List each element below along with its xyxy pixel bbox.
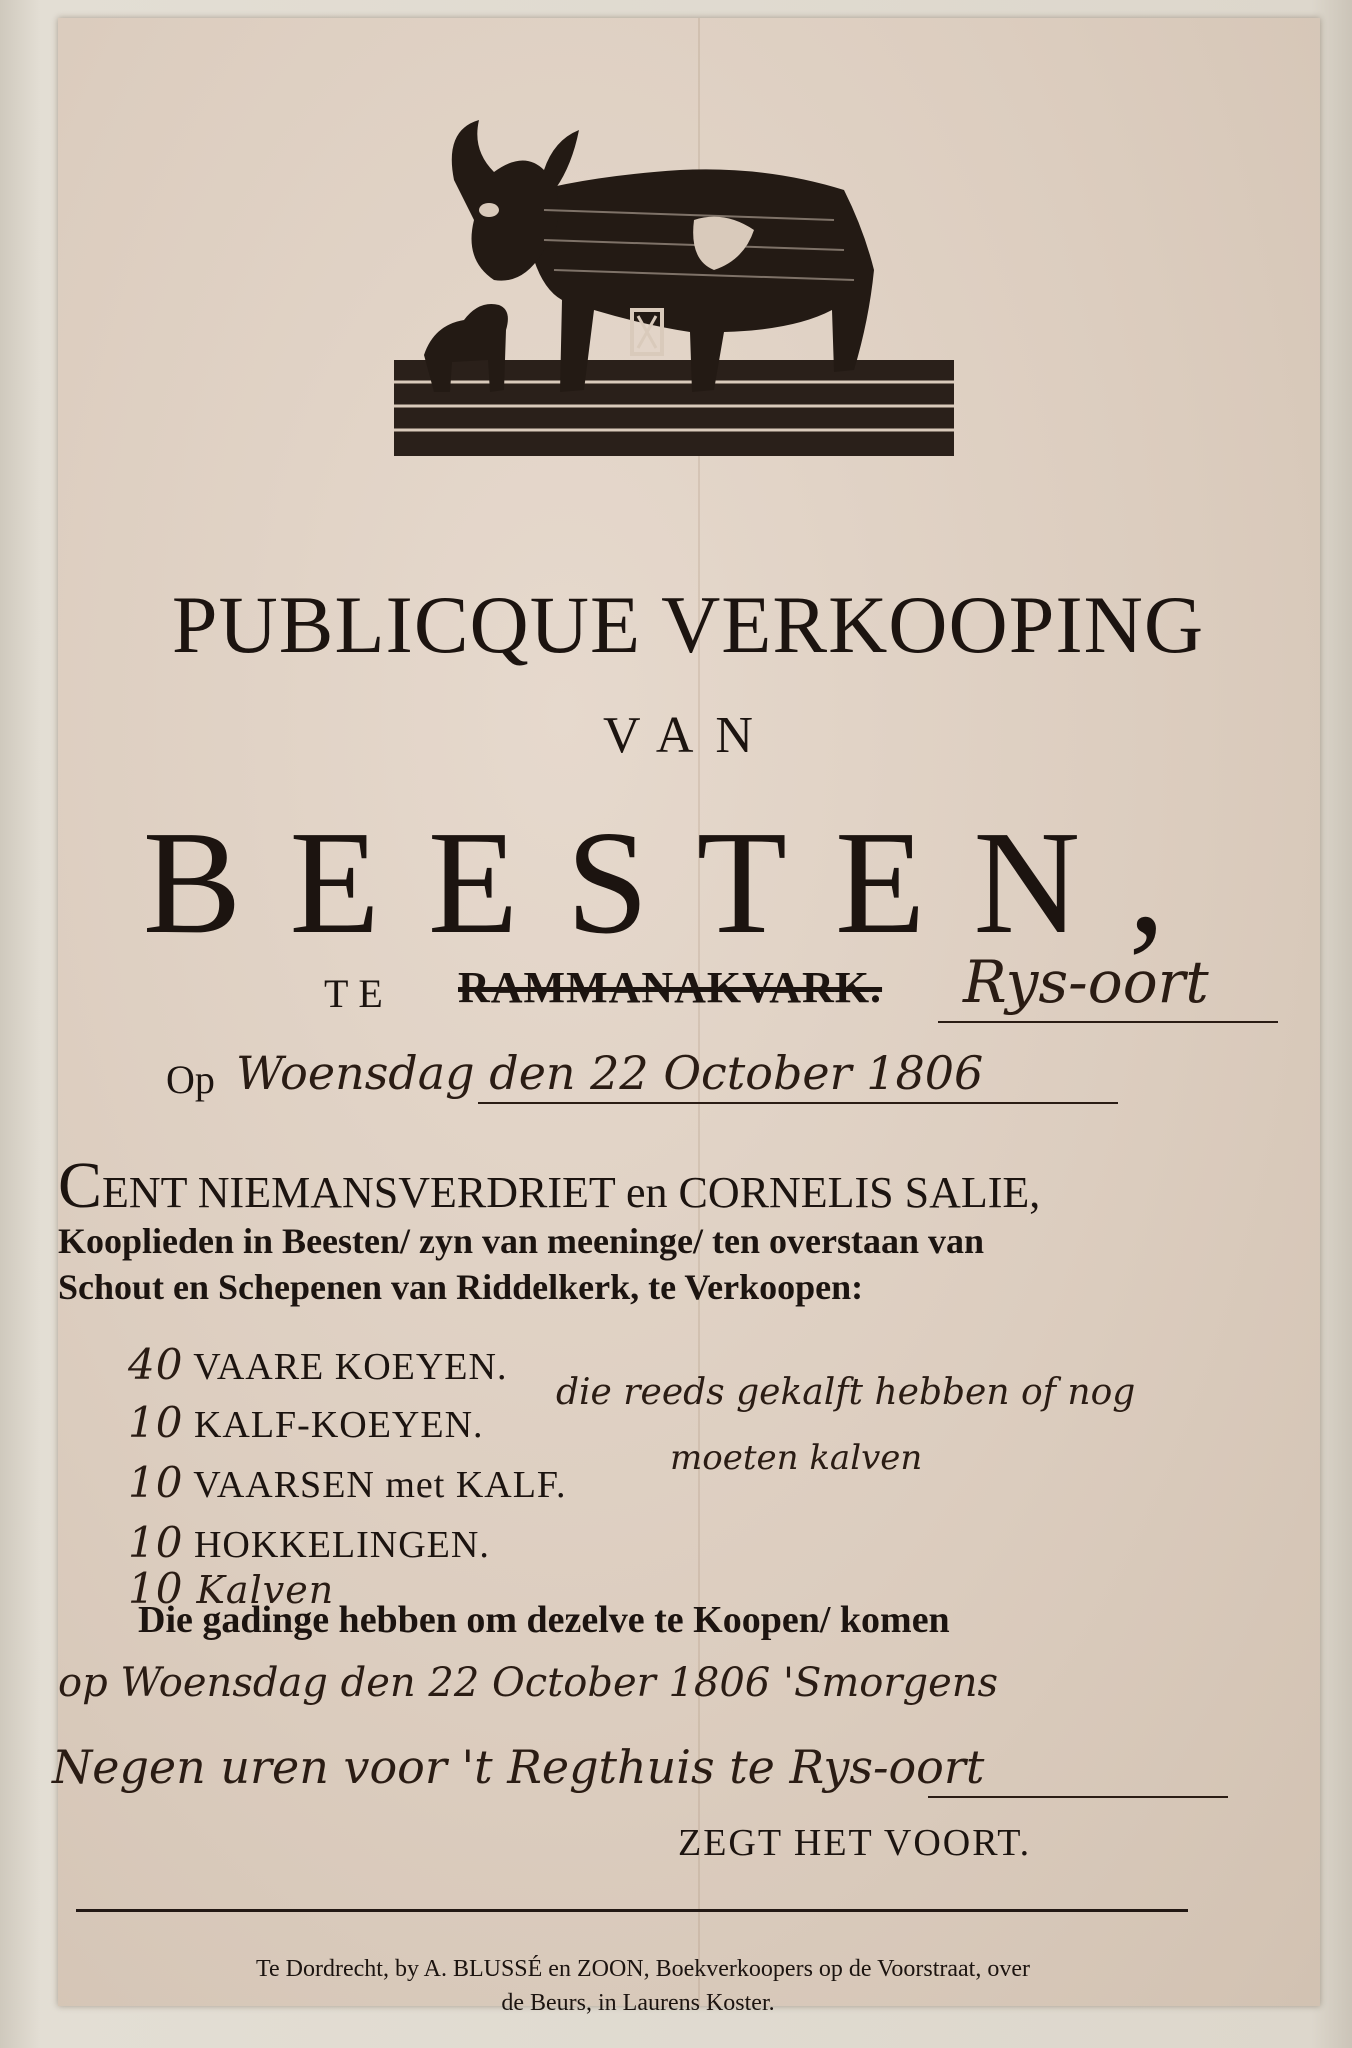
item-qty: 40 <box>128 1340 184 1389</box>
poster-sheet <box>52 18 1320 2016</box>
magistrates-line: Schout en Schepenen van Riddelkerk, te Verkoopen: <box>58 1267 864 1307</box>
cow-woodcut-illustration <box>394 110 954 470</box>
title-van: VAN <box>603 707 775 764</box>
list-item <box>128 1458 567 1507</box>
closing-line: ZEGT HET VOORT. <box>678 1822 1032 1864</box>
date-underline <box>478 1102 1118 1104</box>
item-qty: 10 <box>128 1564 184 1613</box>
sale-location-line: Negen uren voor 't Regthuis te Rys-oort <box>52 1740 985 1794</box>
sale-date-handwritten: Woensdag den 22 October 1806 <box>236 1046 984 1100</box>
printer-imprint: Te Dordrecht, by A. BLUSSÉ en ZOON, Boekverkoopers op de Voorstraat, over <box>256 1956 1030 1982</box>
op-label: Op <box>166 1057 215 1102</box>
item-qty: 10 <box>128 1518 184 1567</box>
place-underline <box>938 1021 1278 1023</box>
item-qty: 10 <box>128 1398 184 1447</box>
location-underline <box>928 1796 1228 1798</box>
item-qty: 10 <box>128 1458 184 1507</box>
kalf-koeyen-note: die reeds gekalft hebben of nog <box>556 1372 1136 1413</box>
sellers-line <box>58 1148 1040 1224</box>
list-item <box>128 1340 507 1389</box>
invitation-line: Die gadinge hebben om dezelve te Koopen/ komen <box>138 1599 950 1641</box>
list-item <box>128 1518 490 1567</box>
sellers-names: ENT NIEMANSVERDRIET en CORNELIS SALIE, <box>102 1168 1041 1217</box>
drop-cap: C <box>58 1149 103 1222</box>
title-beesten: BEESTEN, <box>142 801 1214 965</box>
merchants-line: Kooplieden in Beesten/ zyn van meeninge/ ten overstaan van <box>58 1221 984 1261</box>
kalf-koeyen-note-cont: moeten kalven <box>670 1438 923 1478</box>
item-label: Kalven <box>196 1568 335 1612</box>
item-label: HOKKELINGEN. <box>193 1524 490 1566</box>
item-label: VAARE KOEYEN. <box>193 1346 508 1388</box>
place-struck-through: RAMMANAKVARK. <box>458 963 883 1012</box>
list-item <box>128 1398 484 1447</box>
poster-title: PUBLICQUE VERKOOPING <box>171 579 1205 670</box>
place-handwritten: Rys-oort <box>963 948 1209 1016</box>
item-label: VAARSEN met KALF. <box>193 1464 567 1506</box>
item-label: KALF-KOEYEN. <box>193 1404 484 1446</box>
divider-rule <box>76 1909 1188 1912</box>
printer-imprint-cont: de Beurs, in Laurens Koster. <box>501 1990 775 2016</box>
sale-time-line: op Woensdag den 22 October 1806 'Smorgens <box>58 1660 999 1706</box>
te-label: TE <box>324 971 393 1016</box>
